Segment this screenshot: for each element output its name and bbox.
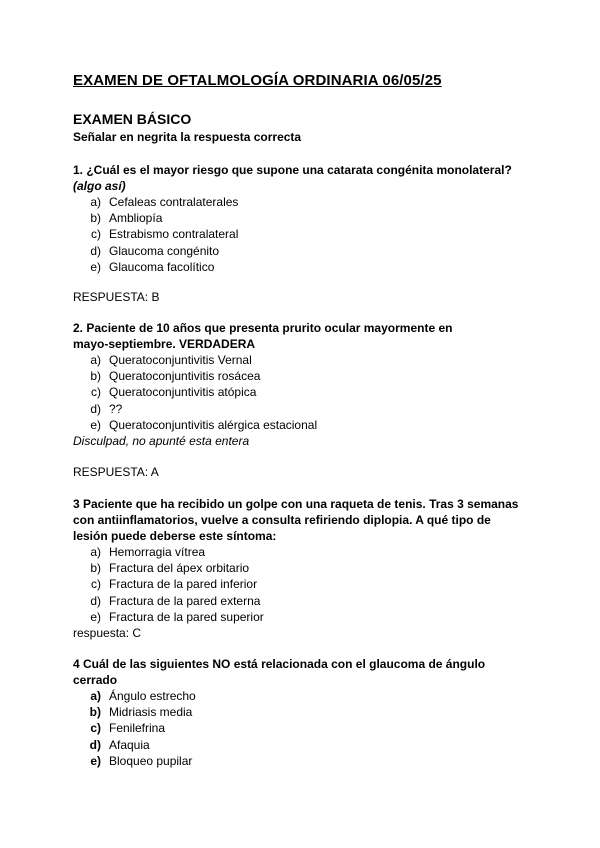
option xyxy=(73,368,543,384)
option-letter: d) xyxy=(90,243,101,258)
option xyxy=(73,243,543,259)
question-1 xyxy=(73,162,543,275)
option xyxy=(73,560,543,576)
option-letter: e) xyxy=(90,259,101,274)
option xyxy=(73,688,543,704)
option-text: Fractura de la pared inferior xyxy=(109,577,258,592)
question-4-options xyxy=(73,688,543,769)
option-letter: b) xyxy=(90,369,101,384)
option-text: Cefaleas contralaterales xyxy=(109,195,239,209)
option-text: Fenilefrina xyxy=(109,721,166,736)
option xyxy=(73,720,543,736)
option-letter: e) xyxy=(90,417,101,432)
option-letter: d) xyxy=(89,737,101,752)
option-text: Queratoconjuntivitis alérgica estacional xyxy=(109,417,318,432)
section-heading: EXAMEN BÁSICO xyxy=(73,111,192,127)
option xyxy=(73,576,543,592)
question-3 xyxy=(73,496,543,641)
option xyxy=(73,593,543,609)
option-text: Hemorragia vítrea xyxy=(109,545,206,559)
option xyxy=(73,609,543,625)
option-letter: b) xyxy=(90,561,101,576)
option xyxy=(73,352,543,368)
question-3-text-line-2: con antiinflamatorios, vuelve a consulta refiriendo diplopia. A qué tipo de xyxy=(73,513,491,527)
question-3-text-line-1: 3 Paciente que ha recibido un golpe con una raqueta de tenis. Tras 3 semanas xyxy=(73,497,519,511)
option-letter: e) xyxy=(90,753,101,768)
option-letter: a) xyxy=(90,353,101,367)
document-title: EXAMEN DE OFTALMOLOGÍA ORDINARIA 06/05/25 xyxy=(73,72,442,89)
option xyxy=(73,417,543,433)
question-3-options xyxy=(73,544,543,625)
question-2-options xyxy=(73,352,543,433)
question-2-text-line-1: 2. Paciente de 10 años que presenta prurito ocular mayormente en xyxy=(73,321,453,335)
question-1-options xyxy=(73,194,543,275)
option-text: ?? xyxy=(109,401,123,416)
option-letter: d) xyxy=(90,401,101,416)
option-text: Bloqueo pupilar xyxy=(109,753,193,768)
option-text: Fractura de la pared externa xyxy=(109,593,261,608)
option-letter: a) xyxy=(90,545,101,559)
option-text: Fractura del ápex orbitario xyxy=(109,561,250,576)
option-letter: b) xyxy=(90,211,101,226)
option-text: Glaucoma congénito xyxy=(109,243,220,258)
option-letter: b) xyxy=(89,705,101,720)
option xyxy=(73,753,543,769)
option-letter: c) xyxy=(91,227,101,242)
option-text: Glaucoma facolítico xyxy=(109,259,215,274)
option-letter: a) xyxy=(90,689,101,703)
option-letter: a) xyxy=(90,195,101,209)
option-text: Afaquia xyxy=(109,737,150,752)
question-2-answer: RESPUESTA: A xyxy=(73,465,159,479)
option-text: Queratoconjuntivitis Vernal xyxy=(109,353,252,367)
option-letter: e) xyxy=(90,609,101,624)
option xyxy=(73,544,543,560)
question-1-text: 1. ¿Cuál es el mayor riesgo que supone una catarata congénita monolateral? xyxy=(73,163,512,177)
option xyxy=(73,259,543,275)
question-3-answer: respuesta: C xyxy=(73,625,142,640)
question-2-text-line-2: mayo-septiembre. VERDADERA xyxy=(73,337,256,351)
option-text: Fractura de la pared superior xyxy=(109,609,264,624)
question-4-text-line-1: 4 Cuál de las siguientes NO está relacionada con el glaucoma de ángulo xyxy=(73,657,486,671)
option-text: Queratoconjuntivitis rosácea xyxy=(109,369,261,384)
question-3-text-line-3: lesión puede deberse este síntoma: xyxy=(73,529,277,543)
option-letter: c) xyxy=(91,385,101,400)
option-letter: d) xyxy=(90,593,101,608)
question-2-note: Disculpad, no apunté esta entera xyxy=(73,433,250,448)
question-2 xyxy=(73,320,543,449)
question-4 xyxy=(73,656,543,769)
option-text: Queratoconjuntivitis atópica xyxy=(109,385,257,400)
option xyxy=(73,194,543,210)
option xyxy=(73,737,543,753)
option-letter: c) xyxy=(91,577,101,592)
instruction-text: Señalar en negrita la respuesta correcta xyxy=(73,130,302,144)
option-text: Midriasis media xyxy=(109,705,193,720)
option-text: Ángulo estrecho xyxy=(109,689,196,703)
question-1-note: (algo así) xyxy=(73,179,126,193)
question-1-answer: RESPUESTA: B xyxy=(73,290,160,304)
option-text: Ambliopía xyxy=(109,211,163,226)
option xyxy=(73,210,543,226)
option xyxy=(73,226,543,242)
option xyxy=(73,401,543,417)
option-letter: c) xyxy=(90,721,101,736)
question-4-text-line-2: cerrado xyxy=(73,673,118,687)
option xyxy=(73,704,543,720)
option xyxy=(73,384,543,400)
option-text: Estrabismo contralateral xyxy=(109,227,239,242)
